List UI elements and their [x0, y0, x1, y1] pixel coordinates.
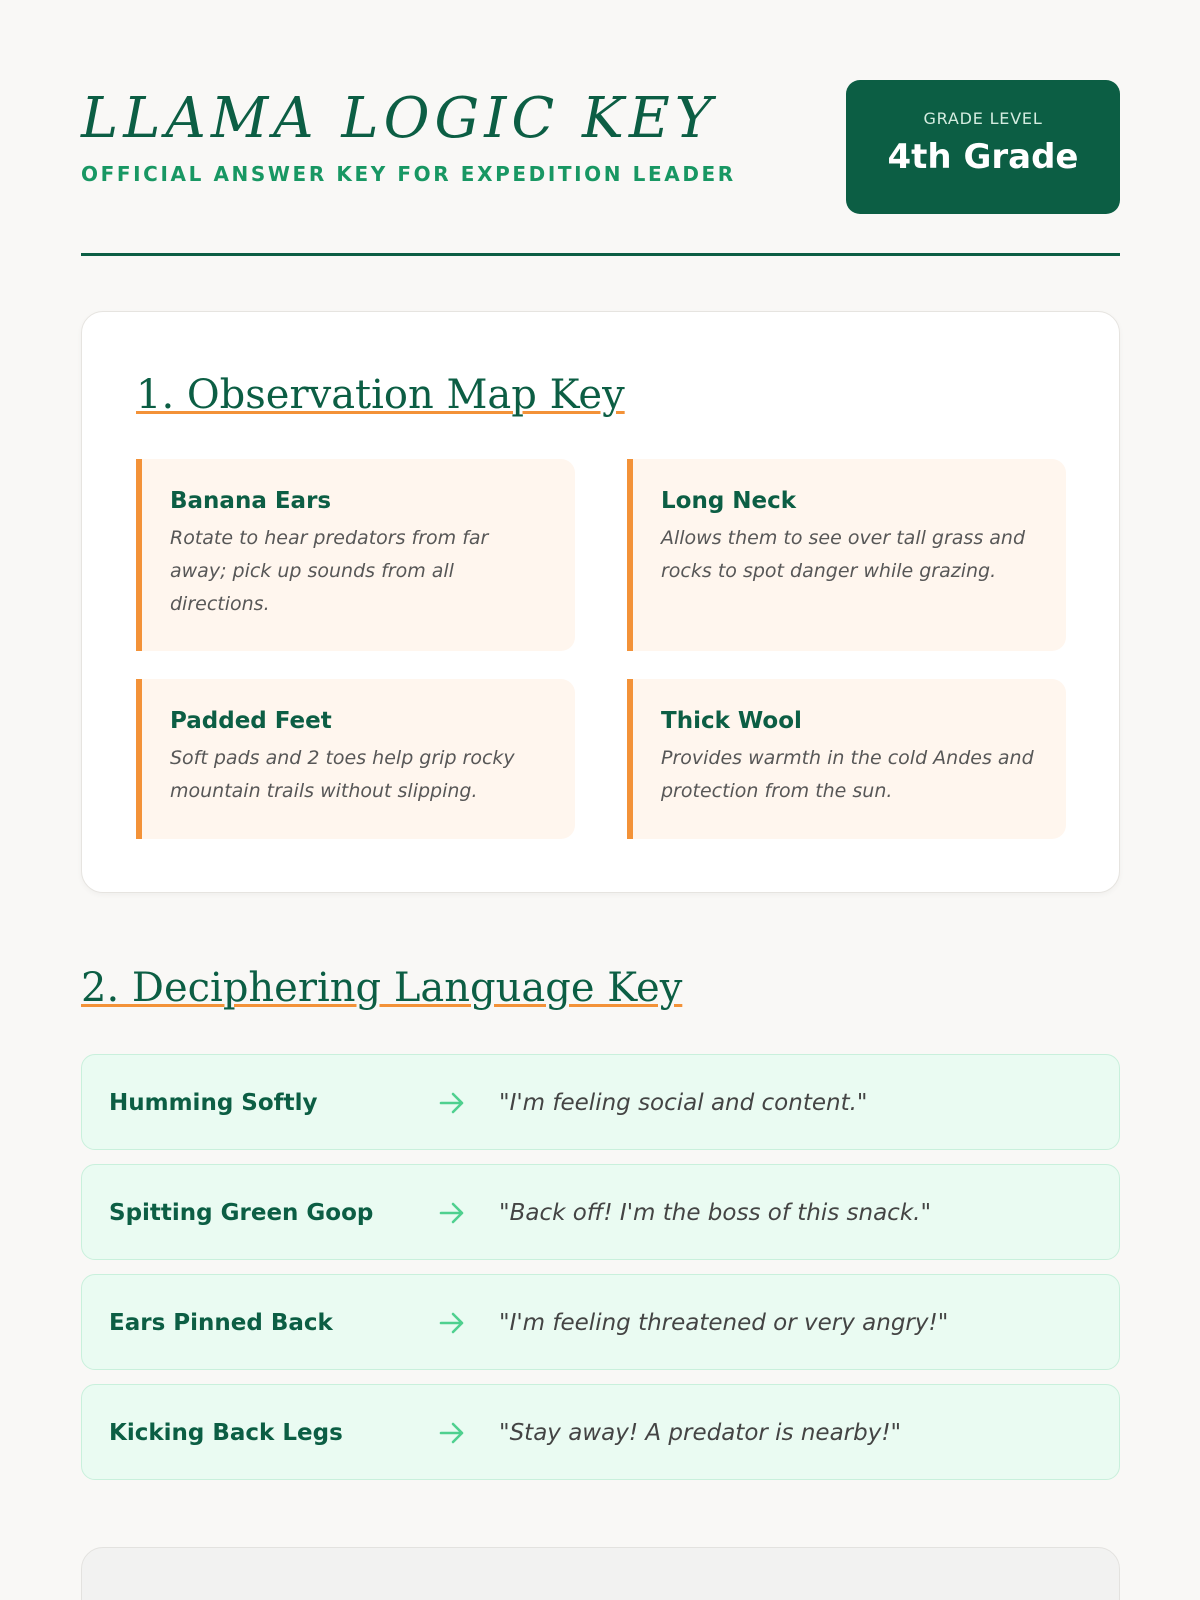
feature-card-long-neck	[627, 459, 1066, 651]
header-block	[81, 80, 1120, 214]
arrow-right-icon	[438, 1419, 466, 1447]
feature-card-banana-ears	[136, 459, 575, 651]
behavior-label: Spitting Green Goop	[109, 1200, 374, 1226]
language-row	[81, 1054, 1120, 1150]
observation-heading: 1. Observation Map Key	[136, 372, 625, 418]
page-title: LLAMA LOGIC KEY	[81, 86, 717, 151]
language-heading: 2. Deciphering Language Key	[81, 965, 683, 1011]
feature-name: Banana Ears	[170, 488, 332, 514]
arrow-right-icon	[438, 1199, 466, 1227]
feature-name: Thick Wool	[661, 708, 802, 734]
feature-card-padded-feet	[136, 679, 575, 839]
behavior-meaning: "Back off! I'm the boss of this snack."	[499, 1200, 932, 1226]
grade-label: GRADE LEVEL	[923, 109, 1043, 128]
feature-description: Provides warmth in the cold Andes and protection from the sun.	[661, 747, 1034, 802]
page-subtitle: OFFICIAL ANSWER KEY FOR EXPEDITION LEADER	[81, 162, 736, 186]
language-row	[81, 1384, 1120, 1480]
feature-description: Rotate to hear predators from far away; pick up sounds from all directions.	[170, 527, 489, 615]
next-section-card	[81, 1547, 1120, 1600]
language-row	[81, 1274, 1120, 1370]
grade-badge	[846, 80, 1120, 214]
grade-value: 4th Grade	[887, 137, 1079, 177]
arrow-right-icon	[438, 1089, 466, 1117]
language-row	[81, 1164, 1120, 1260]
arrow-right-icon	[438, 1309, 466, 1337]
feature-description: Soft pads and 2 toes help grip rocky mountain trails without slipping.	[170, 747, 515, 802]
feature-name: Padded Feet	[170, 708, 332, 734]
feature-description: Allows them to see over tall grass and rocks to spot danger while grazing.	[661, 527, 1026, 582]
behavior-label: Humming Softly	[109, 1090, 318, 1116]
behavior-meaning: "I'm feeling threatened or very angry!"	[499, 1310, 949, 1336]
behavior-meaning: "Stay away! A predator is nearby!"	[499, 1420, 902, 1446]
observation-card	[81, 311, 1120, 893]
behavior-label: Ears Pinned Back	[109, 1310, 333, 1336]
feature-card-thick-wool	[627, 679, 1066, 839]
header-divider	[81, 253, 1120, 256]
feature-name: Long Neck	[661, 488, 797, 514]
behavior-label: Kicking Back Legs	[109, 1420, 343, 1446]
behavior-meaning: "I'm feeling social and content."	[499, 1090, 868, 1116]
